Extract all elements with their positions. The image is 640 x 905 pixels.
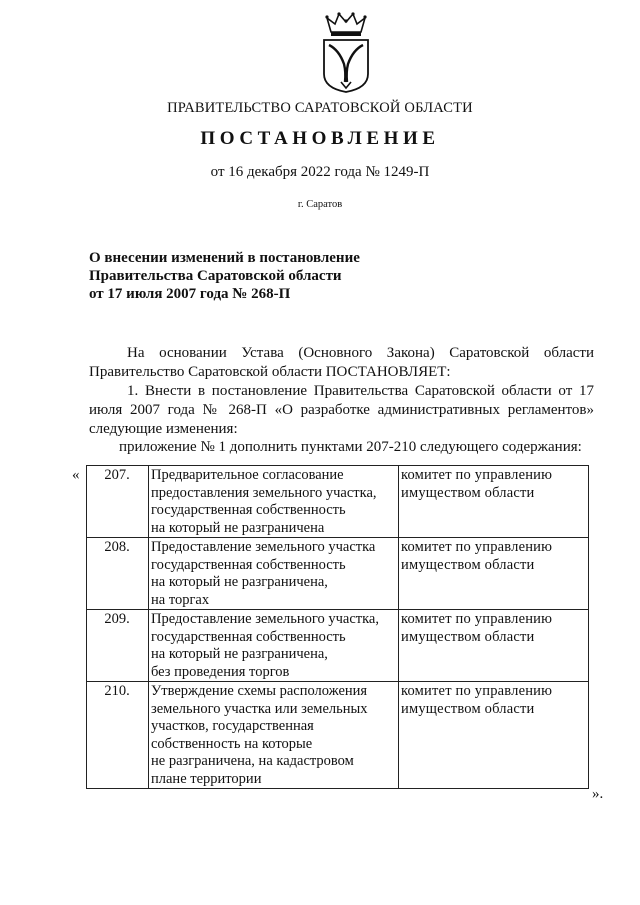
- table-row: [87, 682, 589, 789]
- item-name-line: собственность на которые: [151, 735, 313, 752]
- paragraph-basis: На основании Устава (Основного Закона) Саратовской области Правительство Саратовской области ПОСТАНОВЛЯЕТ:: [89, 345, 594, 380]
- item-number: 207.: [87, 466, 149, 538]
- item-name-line: государственная собственность: [151, 628, 346, 645]
- item-name-line: предоставления земельного участка,: [151, 484, 377, 501]
- item-name-line: Предоставление земельного участка: [151, 539, 376, 555]
- item-name-line: на который не разграничена,: [151, 646, 328, 662]
- table-row: [87, 538, 589, 610]
- item-org-line: имуществом области: [401, 700, 535, 717]
- item-name-line: на торгах: [151, 591, 210, 608]
- item-number: 210.: [87, 682, 149, 789]
- city: г. Саратов: [297, 199, 343, 210]
- item-number: 208.: [87, 538, 149, 610]
- quote-close: ».: [592, 786, 604, 802]
- amendments-table: [86, 465, 589, 789]
- table-row: [87, 466, 589, 538]
- item-name-line: не разграничена, на кадастровом: [151, 753, 354, 769]
- item-name-line: земельного участка или земельных: [151, 700, 368, 717]
- subject-line: О внесении изменений в постановление: [89, 250, 360, 266]
- document-type: ПОСТАНОВЛЕНИЕ: [200, 128, 440, 149]
- item-name-line: государственная собственность: [151, 556, 346, 573]
- document-number: от 16 декабря 2022 года № 1249-П: [210, 164, 430, 180]
- item-org-line: имуществом области: [401, 628, 535, 645]
- item-organization: [399, 538, 589, 610]
- item-organization: [399, 610, 589, 682]
- item-name-line: без проведения торгов: [151, 663, 290, 680]
- quote-open: «: [72, 467, 80, 483]
- item-name-line: плане территории: [151, 770, 262, 787]
- item-org-line: комитет по управлению: [401, 611, 553, 627]
- item-name-line: Утверждение схемы расположения: [151, 683, 368, 699]
- item-name-line: Предоставление земельного участка,: [151, 611, 379, 627]
- item-organization: [399, 682, 589, 789]
- item-org-line: комитет по управлению: [401, 539, 553, 555]
- subject-line: от 17 июля 2007 года № 268-П: [89, 286, 291, 302]
- item-name: [149, 682, 399, 789]
- item-organization: [399, 466, 589, 538]
- coat-of-arms-icon: [317, 12, 375, 94]
- item-number: 209.: [87, 610, 149, 682]
- item-org-line: имуществом области: [401, 484, 535, 501]
- item-name-line: государственная собственность: [151, 502, 346, 518]
- item-name: [149, 466, 399, 538]
- item-org-line: комитет по управлению: [401, 467, 553, 483]
- item-name-line: Предварительное согласование: [151, 467, 344, 483]
- subject-line: Правительства Саратовской области: [89, 268, 342, 284]
- paragraph-amendment: 1. Внести в постановление Правительства Саратовской области от 17 июля 2007 года № 268-П «О разработке административных регламентов» следующие изменения:: [89, 383, 594, 437]
- item-name: [149, 538, 399, 610]
- item-name-line: на который не разграничена: [151, 519, 325, 536]
- table-row: [87, 610, 589, 682]
- item-name-line: на который не разграничена,: [151, 574, 328, 590]
- item-org-line: комитет по управлению: [401, 683, 553, 699]
- paragraph-appendix: приложение № 1 дополнить пунктами 207-210 следующего содержания:: [119, 439, 582, 455]
- organization-name: ПРАВИТЕЛЬСТВО САРАТОВСКОЙ ОБЛАСТИ: [167, 100, 473, 116]
- item-name-line: участков, государственная: [151, 718, 314, 734]
- item-name: [149, 610, 399, 682]
- item-org-line: имуществом области: [401, 556, 535, 573]
- document-subject: [89, 249, 360, 303]
